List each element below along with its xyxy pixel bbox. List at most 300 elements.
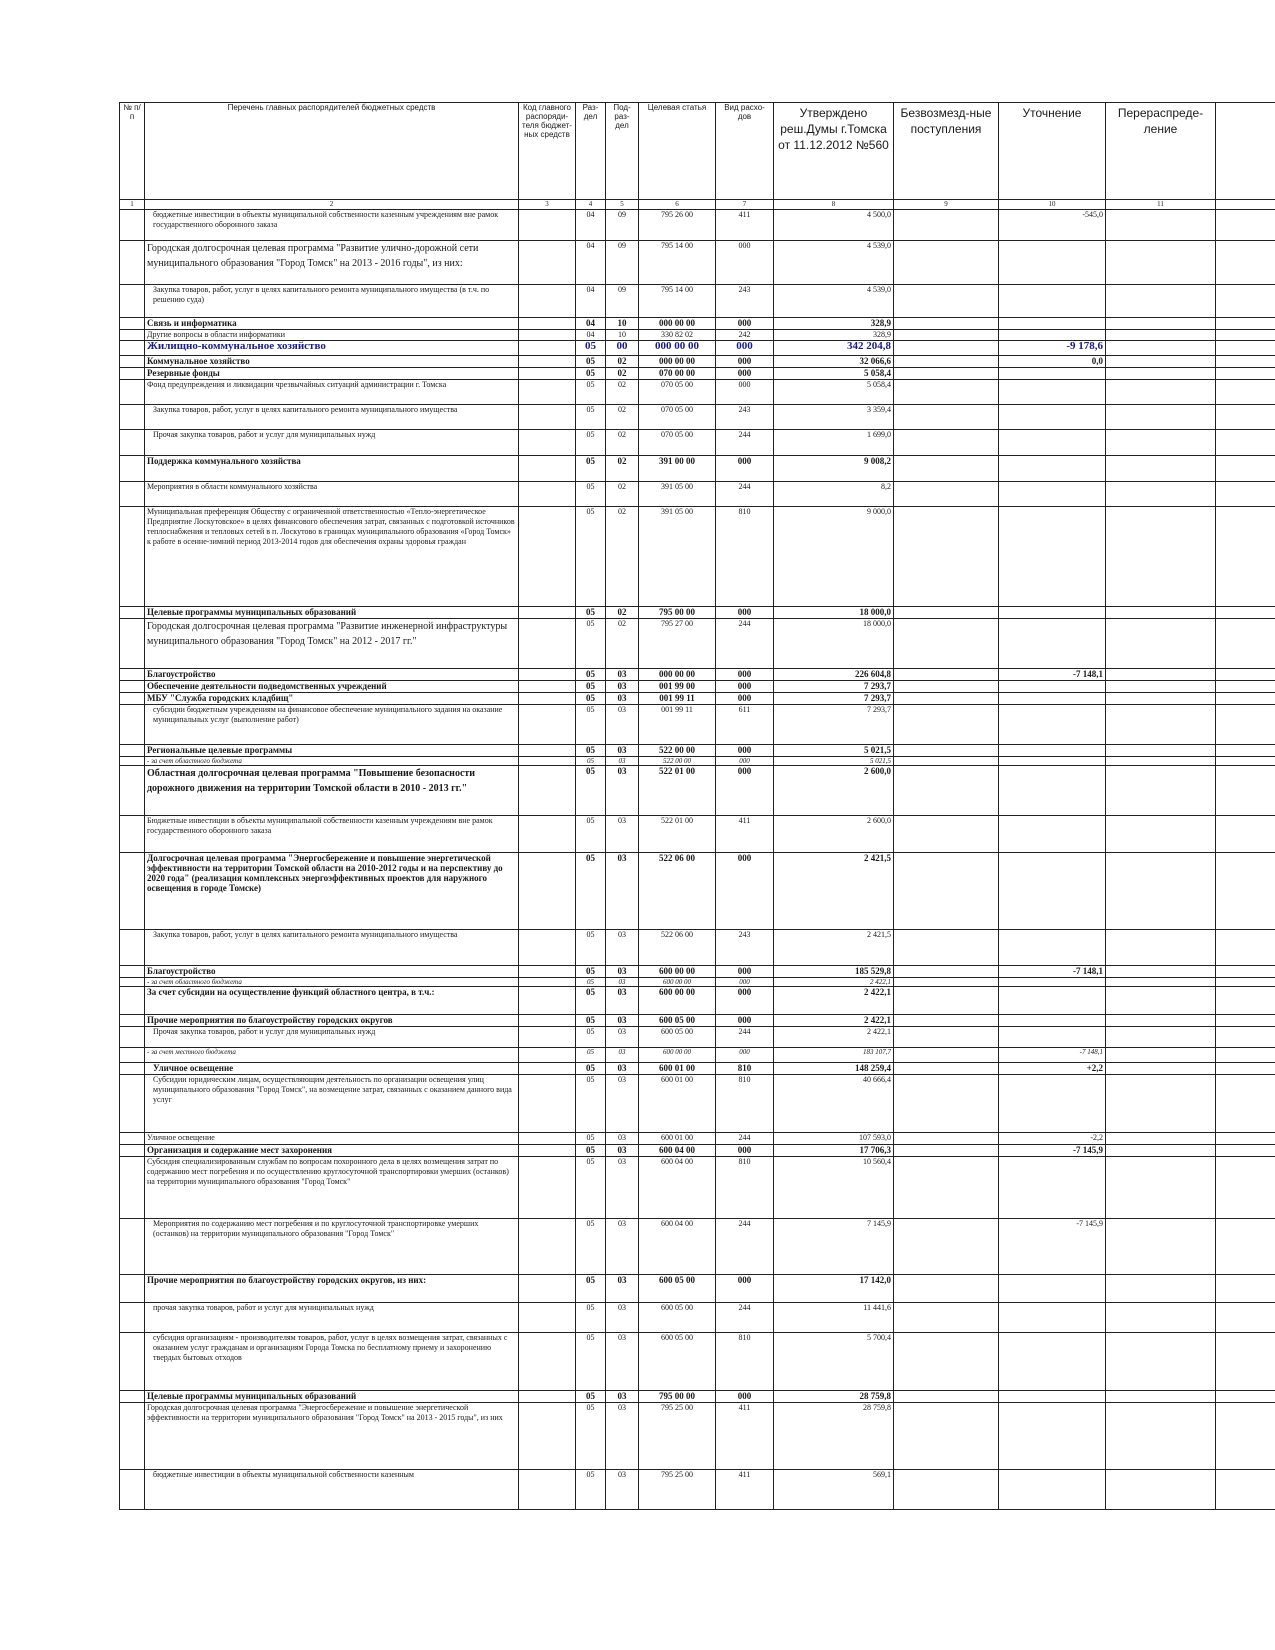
row-target-cell: 600 00 00 [639,987,716,1015]
row-redistrib-cell [1106,978,1216,987]
row-podrazdel-cell: 03 [606,987,639,1015]
row-grant-cell [894,1075,999,1133]
table-row [120,693,1275,705]
row-code-cell [519,356,576,368]
table-row [120,1145,1275,1157]
row-extra-cell [1216,482,1275,507]
row-extra-cell [1216,1063,1275,1075]
row-name-cell: Бюджетные инвестиции в объекты муниципальной собственности казенным учреждениям вне рамок государственного оборонного заказа [145,816,519,853]
row-no-cell [120,1275,145,1303]
row-redistrib-cell [1106,1470,1216,1510]
row-no-cell [120,356,145,368]
row-no-cell [120,607,145,619]
row-approved-cell: 40 666,4 [774,1075,894,1133]
table-row [120,669,1275,681]
row-razdel-cell: 05 [576,607,606,619]
row-approved-cell: 2 421,5 [774,930,894,966]
row-approved-cell: 7 293,7 [774,693,894,705]
row-name-cell: Городская долгосрочная целевая программа "Энергосбережение и повышение энергетической эффективности на территории муниципального образования "Город Томск" на 2013 - 2015 годы", из них [145,1403,519,1470]
row-code-cell [519,405,576,430]
col-number: 2 [145,200,519,210]
row-razdel-cell: 05 [576,619,606,669]
row-code-cell [519,330,576,341]
row-clarify-cell [999,705,1106,745]
col-name-header: Перечень главных распорядителей бюджетных средств [145,103,519,200]
table-row [120,766,1275,816]
row-redistrib-cell [1106,853,1216,930]
row-code-cell [519,987,576,1015]
row-kind-cell: 000 [716,766,774,816]
row-podrazdel-cell: 02 [606,456,639,482]
row-grant-cell [894,1470,999,1510]
row-target-cell: 070 00 00 [639,368,716,380]
table-row [120,456,1275,482]
row-razdel-cell: 05 [576,356,606,368]
row-podrazdel-cell: 03 [606,1015,639,1027]
row-redistrib-cell [1106,966,1216,978]
table-row [120,1333,1275,1391]
row-approved-cell: 2 422,1 [774,1027,894,1048]
table-row [120,1015,1275,1027]
row-clarify-cell [999,766,1106,816]
row-code-cell [519,1303,576,1333]
row-no-cell [120,1403,145,1470]
row-clarify-cell [999,607,1106,619]
row-target-cell: 000 00 00 [639,356,716,368]
row-grant-cell [894,681,999,693]
row-target-cell: 000 00 00 [639,318,716,330]
table-row [120,1470,1275,1510]
row-no-cell [120,978,145,987]
row-target-cell: 795 27 00 [639,619,716,669]
row-target-cell: 070 05 00 [639,380,716,405]
row-kind-cell: 000 [716,745,774,757]
table-row [120,1133,1275,1145]
row-name-cell: Фонд предупреждения и ликвидации чрезвычайных ситуаций администрации г. Томска [145,380,519,405]
row-clarify-cell [999,816,1106,853]
row-extra-cell [1216,430,1275,456]
row-podrazdel-cell: 03 [606,1048,639,1063]
row-clarify-cell [999,1333,1106,1391]
row-podrazdel-cell: 03 [606,757,639,766]
row-podrazdel-cell: 03 [606,966,639,978]
row-razdel-cell: 05 [576,978,606,987]
row-code-cell [519,619,576,669]
row-redistrib-cell [1106,1303,1216,1333]
row-kind-cell: 810 [716,1063,774,1075]
table-row [120,1219,1275,1275]
row-kind-cell: 000 [716,341,774,356]
row-razdel-cell: 05 [576,456,606,482]
row-no-cell [120,341,145,356]
row-clarify-cell [999,853,1106,930]
row-grant-cell [894,705,999,745]
row-kind-cell: 000 [716,757,774,766]
row-razdel-cell: 05 [576,482,606,507]
row-extra-cell [1216,1391,1275,1403]
table-row [120,745,1275,757]
row-redistrib-cell [1106,681,1216,693]
row-grant-cell [894,430,999,456]
row-approved-cell: 5 058,4 [774,368,894,380]
row-grant-cell [894,356,999,368]
row-grant-cell [894,380,999,405]
row-clarify-cell [999,380,1106,405]
row-approved-cell: 4 539,0 [774,241,894,285]
row-kind-cell: 000 [716,356,774,368]
row-name-cell: бюджетные инвестиции в объекты муниципальной собственности казенным [145,1470,519,1510]
row-redistrib-cell [1106,1133,1216,1145]
row-podrazdel-cell: 10 [606,330,639,341]
row-name-cell: Другие вопросы в области информатики [145,330,519,341]
table-row [120,1075,1275,1133]
row-no-cell [120,368,145,380]
row-name-cell: Целевые программы муниципальных образований [145,607,519,619]
row-target-cell: 600 00 00 [639,1048,716,1063]
row-razdel-cell: 05 [576,1015,606,1027]
row-clarify-cell [999,430,1106,456]
row-clarify-cell [999,1303,1106,1333]
row-no-cell [120,507,145,607]
row-no-cell [120,1048,145,1063]
col-extra-header [1216,103,1275,200]
row-no-cell [120,1333,145,1391]
row-code-cell [519,681,576,693]
row-extra-cell [1216,705,1275,745]
row-grant-cell [894,1333,999,1391]
row-grant-cell [894,456,999,482]
row-grant-cell [894,966,999,978]
table-row [120,987,1275,1015]
row-name-cell: Мероприятия в области коммунального хозяйства [145,482,519,507]
table-row [120,405,1275,430]
row-redistrib-cell [1106,607,1216,619]
row-target-cell: 795 25 00 [639,1403,716,1470]
row-razdel-cell: 04 [576,285,606,318]
row-code-cell [519,766,576,816]
row-name-cell: Уличное освещение [145,1063,519,1075]
row-kind-cell: 000 [716,1015,774,1027]
row-razdel-cell: 05 [576,745,606,757]
row-no-cell [120,966,145,978]
row-clarify-cell: 0,0 [999,356,1106,368]
row-podrazdel-cell: 03 [606,1391,639,1403]
row-target-cell: 001 99 11 [639,705,716,745]
row-code-cell [519,430,576,456]
row-grant-cell [894,745,999,757]
row-approved-cell: 18 000,0 [774,619,894,669]
row-extra-cell [1216,757,1275,766]
row-razdel-cell: 05 [576,705,606,745]
row-no-cell [120,1303,145,1333]
row-razdel-cell: 05 [576,1470,606,1510]
row-name-cell: - за счет местного бюджета [145,1048,519,1063]
row-podrazdel-cell: 03 [606,1303,639,1333]
row-target-cell: 600 01 00 [639,1133,716,1145]
row-name-cell: Обеспечение деятельности подведомственных учреждений [145,681,519,693]
row-approved-cell: 5 021,5 [774,757,894,766]
row-clarify-cell [999,619,1106,669]
row-redistrib-cell [1106,330,1216,341]
row-razdel-cell: 05 [576,1275,606,1303]
row-target-cell: 795 00 00 [639,1391,716,1403]
row-kind-cell: 243 [716,285,774,318]
row-clarify-cell [999,241,1106,285]
row-podrazdel-cell: 03 [606,1403,639,1470]
table-row [120,1157,1275,1219]
row-name-cell: Коммунальное хозяйство [145,356,519,368]
row-redistrib-cell [1106,669,1216,681]
row-grant-cell [894,241,999,285]
row-extra-cell [1216,356,1275,368]
row-no-cell [120,693,145,705]
table-row [120,1275,1275,1303]
row-code-cell [519,241,576,285]
table-row [120,356,1275,368]
row-code-cell [519,1145,576,1157]
row-approved-cell: 9 008,2 [774,456,894,482]
row-target-cell: 600 01 00 [639,1075,716,1133]
row-redistrib-cell [1106,1075,1216,1133]
row-redistrib-cell [1106,456,1216,482]
row-extra-cell [1216,210,1275,241]
row-razdel-cell: 04 [576,318,606,330]
row-clarify-cell [999,1470,1106,1510]
row-approved-cell: 183 107,7 [774,1048,894,1063]
row-razdel-cell: 05 [576,1063,606,1075]
row-target-cell: 600 04 00 [639,1157,716,1219]
row-razdel-cell: 04 [576,241,606,285]
row-approved-cell: 7 293,7 [774,705,894,745]
row-razdel-cell: 05 [576,1303,606,1333]
table-row [120,318,1275,330]
table-row [120,607,1275,619]
row-approved-cell: 8,2 [774,482,894,507]
row-code-cell [519,853,576,930]
row-no-cell [120,669,145,681]
row-no-cell [120,1391,145,1403]
row-razdel-cell: 04 [576,330,606,341]
table-row [120,380,1275,405]
row-target-cell: 600 05 00 [639,1015,716,1027]
table-row [120,285,1275,318]
row-kind-cell: 810 [716,1157,774,1219]
row-extra-cell [1216,816,1275,853]
row-code-cell [519,669,576,681]
row-target-cell: 001 99 00 [639,681,716,693]
row-approved-cell: 32 066,6 [774,356,894,368]
row-clarify-cell [999,482,1106,507]
row-name-cell: МБУ "Служба городских кладбищ" [145,693,519,705]
row-target-cell: 795 00 00 [639,607,716,619]
row-no-cell [120,210,145,241]
row-podrazdel-cell: 03 [606,978,639,987]
row-grant-cell [894,285,999,318]
row-clarify-cell [999,693,1106,705]
row-extra-cell [1216,1333,1275,1391]
row-approved-cell: 226 604,8 [774,669,894,681]
row-grant-cell [894,930,999,966]
row-razdel-cell: 05 [576,766,606,816]
table-row [120,507,1275,607]
row-podrazdel-cell: 03 [606,745,639,757]
row-target-cell: 391 00 00 [639,456,716,482]
row-code-cell [519,1133,576,1145]
row-target-cell: 600 05 00 [639,1275,716,1303]
row-podrazdel-cell: 03 [606,1145,639,1157]
row-target-cell: 391 05 00 [639,482,716,507]
row-kind-cell: 244 [716,1027,774,1048]
col-number: 3 [519,200,576,210]
row-extra-cell [1216,341,1275,356]
row-grant-cell [894,507,999,607]
row-grant-cell [894,330,999,341]
row-approved-cell: 10 560,4 [774,1157,894,1219]
table-row [120,681,1275,693]
row-razdel-cell: 05 [576,987,606,1015]
row-razdel-cell: 05 [576,1075,606,1133]
row-redistrib-cell [1106,368,1216,380]
row-name-cell: Городская долгосрочная целевая программа "Развитие инженерной инфраструктуры муниципального образования "Город Томск" на 2012 - 2017 гг." [145,619,519,669]
row-approved-cell: 107 593,0 [774,1133,894,1145]
col-number: 6 [639,200,716,210]
row-grant-cell [894,368,999,380]
row-clarify-cell [999,757,1106,766]
row-kind-cell: 810 [716,1333,774,1391]
row-podrazdel-cell: 09 [606,210,639,241]
row-no-cell [120,330,145,341]
row-clarify-cell [999,1403,1106,1470]
row-code-cell [519,1075,576,1133]
row-target-cell: 522 00 00 [639,757,716,766]
row-clarify-cell: +2,2 [999,1063,1106,1075]
row-name-cell: Уличное освещение [145,1133,519,1145]
row-redistrib-cell [1106,705,1216,745]
row-podrazdel-cell: 03 [606,1133,639,1145]
row-no-cell [120,853,145,930]
row-podrazdel-cell: 00 [606,341,639,356]
row-razdel-cell: 05 [576,1403,606,1470]
row-code-cell [519,285,576,318]
row-redistrib-cell [1106,1157,1216,1219]
row-no-cell [120,1075,145,1133]
row-podrazdel-cell: 02 [606,482,639,507]
row-no-cell [120,987,145,1015]
row-code-cell [519,757,576,766]
row-razdel-cell: 05 [576,405,606,430]
row-code-cell [519,456,576,482]
row-approved-cell: 2 421,5 [774,853,894,930]
row-no-cell [120,1133,145,1145]
row-grant-cell [894,1391,999,1403]
row-kind-cell: 000 [716,978,774,987]
row-approved-cell: 4 500,0 [774,210,894,241]
row-razdel-cell: 05 [576,1219,606,1275]
row-no-cell [120,1219,145,1275]
row-clarify-cell [999,681,1106,693]
row-extra-cell [1216,1133,1275,1145]
row-target-cell: 000 00 00 [639,341,716,356]
row-redistrib-cell [1106,1391,1216,1403]
row-extra-cell [1216,766,1275,816]
row-code-cell [519,693,576,705]
row-grant-cell [894,1133,999,1145]
row-kind-cell: 810 [716,507,774,607]
row-name-cell: Целевые программы муниципальных образований [145,1391,519,1403]
row-extra-cell [1216,1048,1275,1063]
row-approved-cell: 11 441,6 [774,1303,894,1333]
row-grant-cell [894,619,999,669]
row-no-cell [120,930,145,966]
row-extra-cell [1216,853,1275,930]
row-extra-cell [1216,368,1275,380]
row-grant-cell [894,853,999,930]
row-extra-cell [1216,1015,1275,1027]
row-name-cell: Закупка товаров, работ, услуг в целях капитального ремонта муниципального имущества [145,405,519,430]
row-extra-cell [1216,669,1275,681]
row-code-cell [519,1063,576,1075]
row-extra-cell [1216,693,1275,705]
row-extra-cell [1216,1303,1275,1333]
row-redistrib-cell [1106,1015,1216,1027]
row-razdel-cell: 05 [576,368,606,380]
col-number: 4 [576,200,606,210]
row-no-cell [120,241,145,285]
row-kind-cell: 000 [716,853,774,930]
row-no-cell [120,1157,145,1219]
row-name-cell: прочая закупка товаров, работ и услуг для муниципальных нужд [145,1303,519,1333]
row-approved-cell: 2 600,0 [774,766,894,816]
row-target-cell: 522 00 00 [639,745,716,757]
row-razdel-cell: 05 [576,816,606,853]
row-clarify-cell [999,1157,1106,1219]
row-no-cell [120,1470,145,1510]
row-kind-cell: 411 [716,1470,774,1510]
row-razdel-cell: 05 [576,1133,606,1145]
table-row [120,1048,1275,1063]
row-name-cell: Закупка товаров, работ, услуг в целях капитального ремонта муниципального имущества (в т.ч. по решению суда) [145,285,519,318]
col-number: 11 [1106,200,1216,210]
row-extra-cell [1216,1470,1275,1510]
row-clarify-cell [999,456,1106,482]
row-target-cell: 070 05 00 [639,430,716,456]
column-number-row [120,200,1275,210]
row-razdel-cell: 05 [576,669,606,681]
row-no-cell [120,681,145,693]
row-clarify-cell [999,1391,1106,1403]
row-clarify-cell: -7 148,1 [999,669,1106,681]
row-razdel-cell: 05 [576,693,606,705]
row-name-cell: Резервные фонды [145,368,519,380]
row-redistrib-cell [1106,507,1216,607]
row-target-cell: 522 01 00 [639,766,716,816]
row-podrazdel-cell: 03 [606,1027,639,1048]
row-name-cell: Прочие мероприятия по благоустройству городских округов [145,1015,519,1027]
row-name-cell: субсидии бюджетным учреждениям на финансовое обеспечение муниципального задания на оказание муниципальных услуг (выполнение работ) [145,705,519,745]
row-code-cell [519,482,576,507]
row-grant-cell [894,1027,999,1048]
row-code-cell [519,816,576,853]
col-redistrib-header: Перераспреде-ление [1106,103,1216,200]
row-no-cell [120,430,145,456]
row-no-cell [120,456,145,482]
row-clarify-cell: -7 148,1 [999,1048,1106,1063]
row-extra-cell [1216,1145,1275,1157]
row-target-cell: 600 05 00 [639,1333,716,1391]
row-extra-cell [1216,507,1275,607]
row-extra-cell [1216,241,1275,285]
row-kind-cell: 000 [716,987,774,1015]
